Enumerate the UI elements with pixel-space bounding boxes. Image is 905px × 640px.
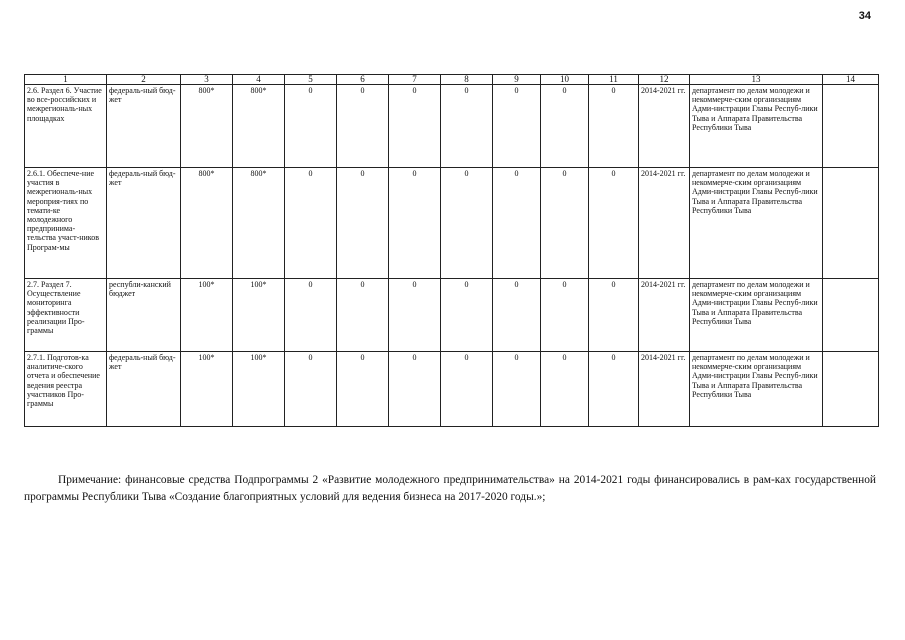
column-header: 2 [107,75,181,85]
footnote [24,472,876,506]
column-header: 8 [441,75,493,85]
table-cell: 0 [493,279,541,352]
table-cell: 0 [337,279,389,352]
table-row [25,85,879,168]
table-cell: 0 [389,85,441,168]
table-cell: 800* [181,85,233,168]
funding-source: республи-канский бюджет [107,279,181,352]
table-row [25,279,879,352]
column-header: 5 [285,75,337,85]
table-header-row [25,75,879,85]
table-cell: 0 [441,85,493,168]
table-cell [823,352,879,427]
table-cell: 0 [541,279,589,352]
note-text: Примечание: финансовые средства Подпрограммы 2 «Развитие молодежного предпринимательства» на 2014-2021 годы финансировались в рам-ках государственной программы Республики Тыва «Создание благоприятных условий для ведения бизнеса на 2017-2020 годы.»; [24,474,876,503]
column-header: 9 [493,75,541,85]
table-cell: 100* [233,279,285,352]
activity-name: 2.6. Раздел 6. Участие во все-российских и межрегиональ-ных площадках [25,85,107,168]
column-header: 11 [589,75,639,85]
executor-cell: департамент по делам молодежи и некоммерче-ским организациям Адми-нистрации Главы Респуб-лики Тыва и Аппарата Правительства Республики Тыва [690,279,823,352]
column-header: 1 [25,75,107,85]
program-table [24,74,879,427]
table-cell: 0 [541,85,589,168]
table-cell: 0 [541,352,589,427]
table-cell: 0 [337,168,389,279]
column-header: 12 [639,75,690,85]
table-row [25,352,879,427]
table-cell [823,168,879,279]
table-cell: 800* [233,168,285,279]
table-cell [823,279,879,352]
column-header: 7 [389,75,441,85]
table-cell: 0 [337,352,389,427]
table-cell: 0 [389,168,441,279]
table-cell: 100* [181,279,233,352]
table-cell: 0 [389,352,441,427]
column-header: 10 [541,75,589,85]
column-header: 14 [823,75,879,85]
column-header: 13 [690,75,823,85]
period-cell: 2014-2021 гг. [639,279,690,352]
table-cell: 100* [233,352,285,427]
table-cell: 0 [441,279,493,352]
executor-cell: департамент по делам молодежи и некоммерче-ским организациям Адми-нистрации Главы Респуб-лики Тыва и Аппарата Правительства Республики Тыва [690,352,823,427]
program-table-container [24,74,876,427]
period-cell: 2014-2021 гг. [639,352,690,427]
column-header: 6 [337,75,389,85]
funding-source: федераль-ный бюд-жет [107,168,181,279]
table-cell: 0 [493,168,541,279]
table-cell: 0 [285,352,337,427]
table-cell: 100* [181,352,233,427]
column-header: 4 [233,75,285,85]
column-header: 3 [181,75,233,85]
table-cell: 0 [589,352,639,427]
executor-cell: департамент по делам молодежи и некоммерче-ским организациям Адми-нистрации Главы Респуб-лики Тыва и Аппарата Правительства Республики Тыва [690,168,823,279]
activity-name: 2.7. Раздел 7. Осуществление мониторинга эффективности реализации Про-граммы [25,279,107,352]
funding-source: федераль-ный бюд-жет [107,352,181,427]
table-cell: 0 [589,85,639,168]
page-number: 34 [858,10,871,22]
table-cell: 0 [389,279,441,352]
funding-source: федераль-ный бюд-жет [107,85,181,168]
table-row [25,168,879,279]
table-cell: 0 [493,85,541,168]
table-cell: 0 [493,352,541,427]
table-cell: 0 [441,352,493,427]
activity-name: 2.6.1. Обеспече-ние участия в межрегиональ-ных мероприя-тиях по темати-ке молодежного предпринима-тельства участ-ников Програм-мы [25,168,107,279]
period-cell: 2014-2021 гг. [639,168,690,279]
table-cell: 800* [233,85,285,168]
table-cell: 0 [285,168,337,279]
table-cell: 0 [285,279,337,352]
table-cell: 0 [441,168,493,279]
executor-cell: департамент по делам молодежи и некоммерче-ским организациям Адми-нистрации Главы Респуб-лики Тыва и Аппарата Правительства Республики Тыва [690,85,823,168]
table-cell: 0 [285,85,337,168]
table-cell: 800* [181,168,233,279]
table-cell: 0 [541,168,589,279]
table-cell: 0 [337,85,389,168]
table-cell: 0 [589,168,639,279]
period-cell: 2014-2021 гг. [639,85,690,168]
activity-name: 2.7.1. Подготов-ка аналитиче-ского отчета и обеспечение ведения реестра участников Про-граммы [25,352,107,427]
table-cell [823,85,879,168]
table-cell: 0 [589,279,639,352]
